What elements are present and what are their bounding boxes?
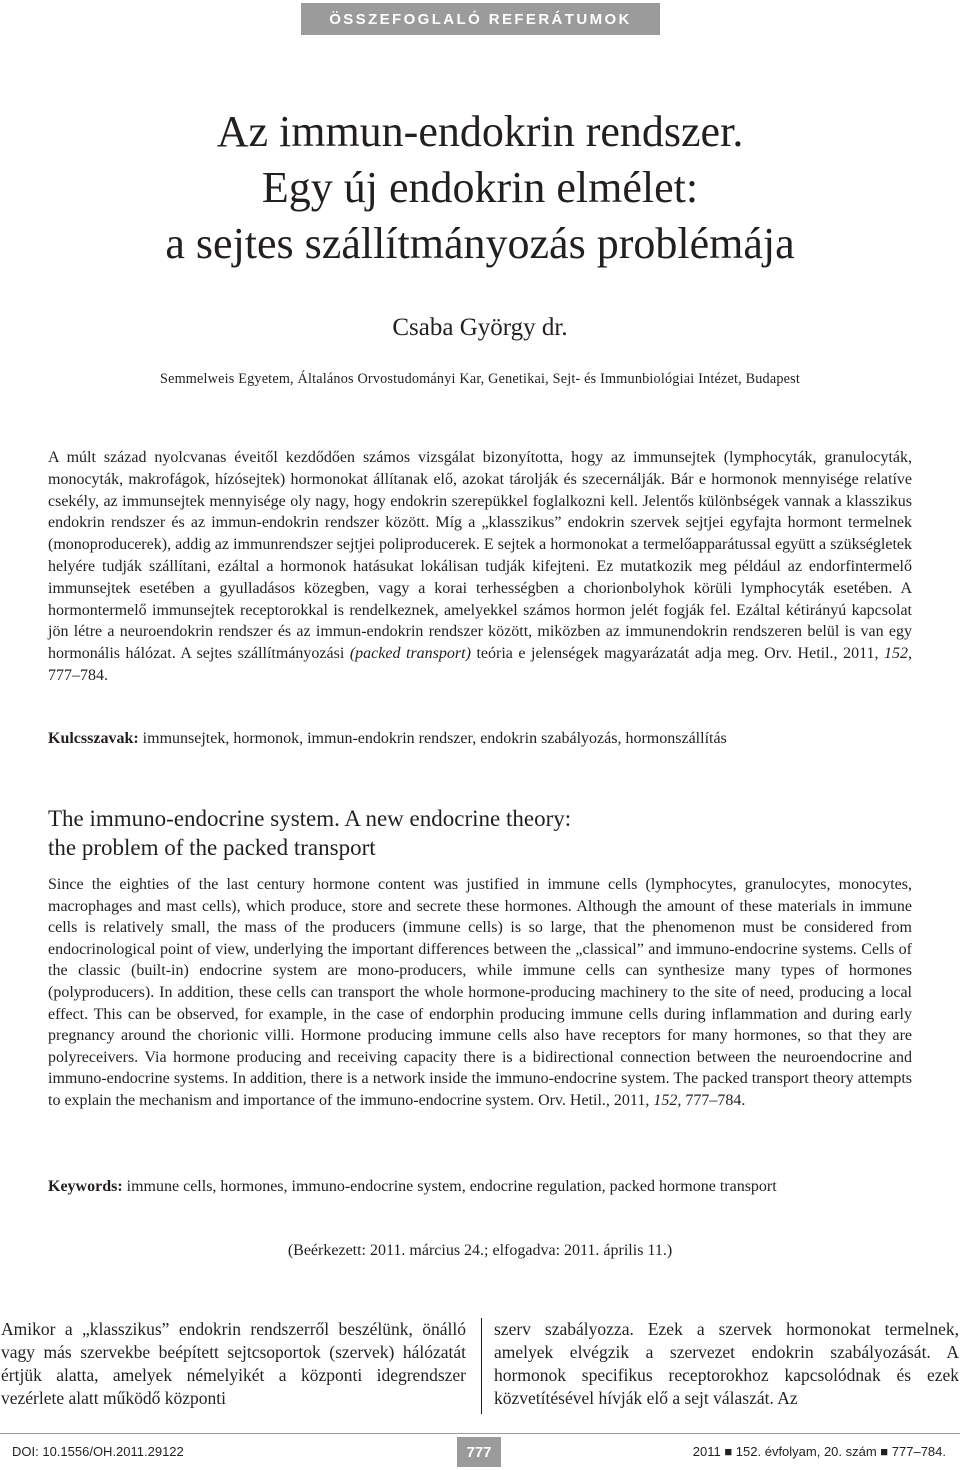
body-left-column: Amikor a „klasszikus” endokrin rendszerről beszélünk, önálló vagy más szervekbe beépített sejtcsoportok (szervek) hálózatát értjük alatta, amelyek némelyikét a központi idegrendszer vezérlete alatt működő központi	[1, 1319, 466, 1408]
abstract-hu-pages: 777–784.	[48, 666, 108, 684]
footer-citation: 2011 ■ 152. évfolyam, 20. szám ■ 777–784.	[692, 1444, 946, 1459]
keywords-en-label: Keywords:	[48, 1178, 123, 1195]
abstract-hu-term: (packed transport)	[349, 645, 471, 663]
english-title-line-1: The immuno-endocrine system. A new endocrine theory:	[48, 806, 572, 831]
section-header-label: ÖSSZEFOGLALÓ REFERÁTUMOK	[329, 10, 632, 28]
page-number-box	[457, 1437, 501, 1467]
footer-divider	[0, 1433, 960, 1434]
title-line-3: a sejtes szállítmányozás problémája	[165, 219, 795, 268]
section-header	[301, 3, 660, 35]
column-divider	[481, 1318, 482, 1414]
abstract-hu-text-2: teória e jelenségek magyarázatát adja meg. Orv. Hetil., 2011,	[470, 645, 879, 663]
keywords-hu-text: immunsejtek, hormonok, immun-endokrin rendszer, endokrin szabályozás, hormonszállítás	[138, 730, 727, 747]
title-line-2: Egy új endokrin elmélet:	[261, 163, 699, 212]
abstract-english	[48, 874, 912, 1112]
abstract-en-text: Since the eighties of the last century hormone content was justified in immune cells (lymphocytes, granulocytes, monocytes, macrophages and mast cells), which produce, store and secrete these hormones. Although the amount of these materials in immune cells is relatively small, the mass of the producers (immune cells) is so large, that the phenomenon must be considered from endocrinological point of view, underlying the important differences between the „classical” and immuno-endocrine systems. Cells of the classic (built-in) endocrine system are mono-producers, while immune cells can synthesize many types of hormones (polyproducers). In addition, these cells can transport the whole hormone-producing machinery to the site of need, producing a local effect. This can be observed, for example, in the case of endorphin producing immune cells during inflammation and during early pregnancy around the chorionic villi. Hormone producing immune cells also have receptors for many hormones, so that they are polyreceivers. Via hormone producing and receiving capacity there is a bidirectional connection between the neuroendocrine and immuno-endocrine systems. In addition, there is a network inside the immuno-endocrine system. The packed transport theory attempts to explain the mechanism and importance of the immuno-endocrine system. Orv. Hetil., 2011,	[48, 876, 912, 1109]
keywords-en-text: immune cells, hormones, immuno-endocrine system, endocrine regulation, packed hormone transport	[122, 1178, 777, 1195]
article-title	[0, 104, 960, 272]
keywords-hu-label: Kulcsszavak:	[48, 730, 139, 747]
keywords-english	[48, 1176, 912, 1198]
author-affiliation: Semmelweis Egyetem, Általános Orvostudományi Kar, Genetikai, Sejt- és Immunbiológiai Intézet, Budapest	[159, 371, 800, 387]
abstract-hu-volume: 152,	[884, 645, 913, 663]
abstract-hungarian	[48, 447, 912, 687]
author-name: Csaba György dr.	[392, 314, 568, 341]
page-number: 777	[466, 1443, 492, 1461]
keywords-hungarian	[48, 728, 912, 750]
footer-doi: DOI: 10.1556/OH.2011.29122	[12, 1444, 184, 1459]
abstract-en-volume: 152,	[653, 1091, 682, 1109]
abstract-en-pages: 777–784.	[681, 1091, 746, 1109]
received-dates: (Beérkezett: 2011. március 24.; elfogadva: 2011. április 11.)	[287, 1242, 673, 1259]
english-title	[48, 804, 912, 862]
body-right-column: szerv szabályozza. Ezek a szervek hormonokat termelnek, amelyek elvégzik a szervezet endokrin szabályozását. A hormonok specifikus receptorokhoz kapcsolódnak és ezek közvetítésével hívják elő a sejt válaszát. Az	[494, 1319, 959, 1408]
abstract-hu-text: A múlt század nyolcvanas éveitől kezdődően számos vizsgálat bizonyította, hogy az immunsejtek (lymphocyták, granulocyták, monocyták, makrofágok, hízósejtek) hormonokat állítanak elő, azokat tárolják és szecernálják. Bár e hormonok mennyisége relatíve csekély, az immunsejtek mennyisége oly nagy, hogy endokrin szerepükkel foglalkozni kell. Jelentős különbségek vannak a klasszikus endokrin rendszer és az immun-endokrin rendszer között. Míg a „klasszikus” endokrin szervek sejtjei egyfajta hormont termelnek (monoproducerek), addig az immunrendszer sejtjei poliproducerek. E sejtek a hormonokat a termelőapparátussal együtt a szükségletek helyére tudják szállítani, ezáltal a hormonok hatásukat lokálisan tudják kifejteni. Ez mutatkozik meg például az endorfintermelő immunsejtek esetében a gyulladásos közegben, vagy a korai terhességben a chorionbolyhok körüli lymphocyták esetében. A hormontermelő immunsejtek receptorokkal is rendelkeznek, amelyekkel számos hormon jelét fogják fel. Ezáltal kétirányú kapcsolat jön létre a neuroendokrin rendszer és az immun-endokrin rendszer között, miközben az immunendokrin rendszeren belül is van egy hormonális hálózat. A sejtes szállítmányozási	[48, 449, 912, 663]
title-line-1: Az immun-endokrin rendszer.	[216, 107, 744, 156]
english-title-line-2: the problem of the packed transport	[48, 835, 376, 860]
